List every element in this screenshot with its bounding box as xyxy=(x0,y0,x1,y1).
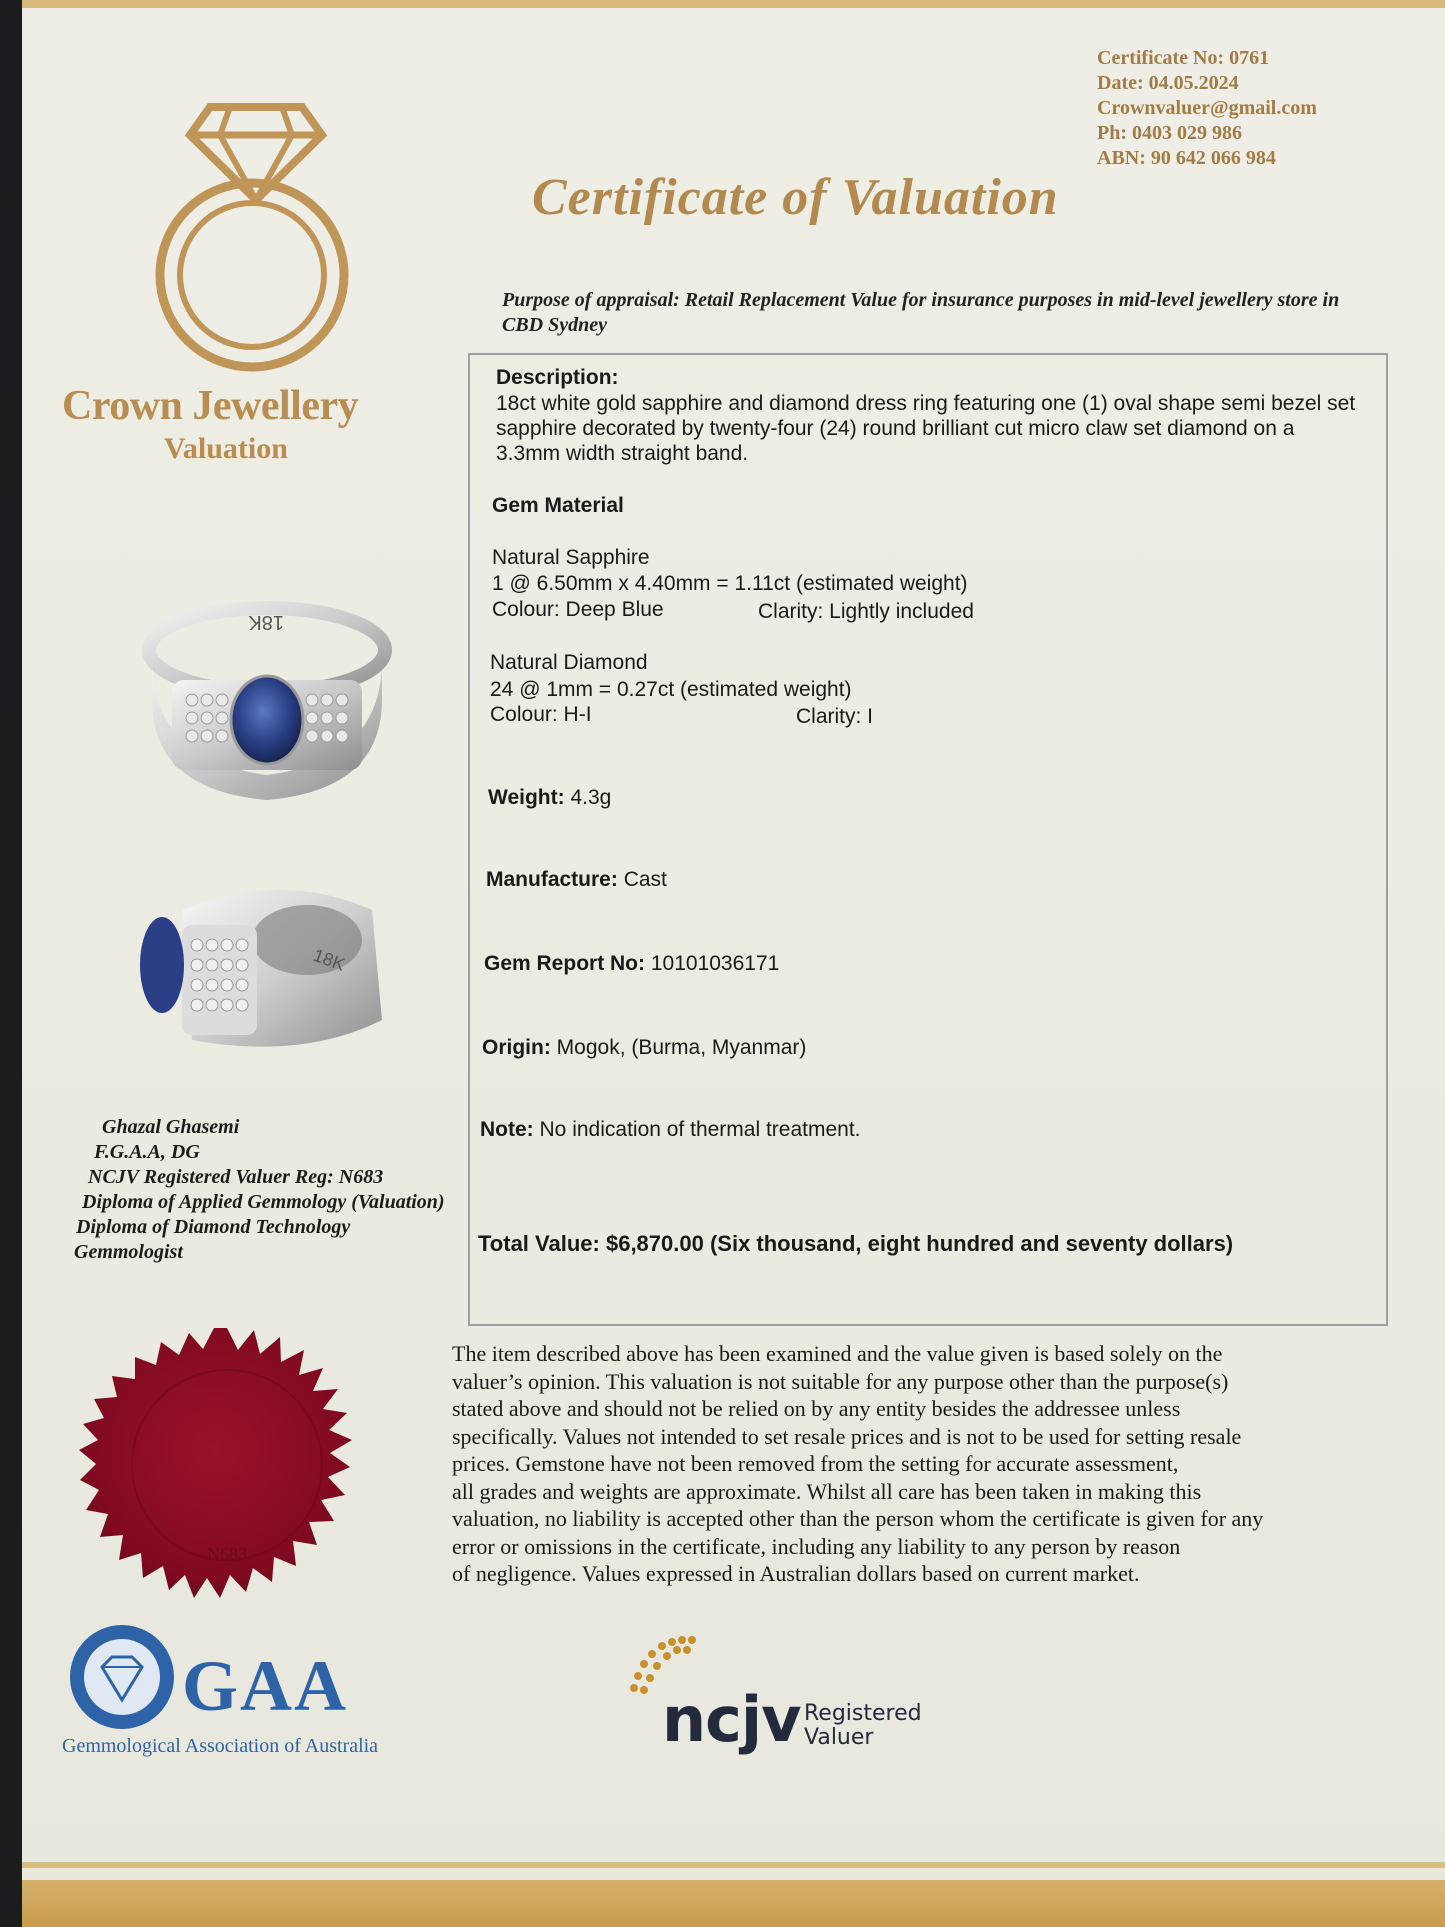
ncjv-logo-text: ncjv xyxy=(662,1683,801,1756)
bottom-gold-strip xyxy=(22,1862,1445,1868)
gaa-emblem-icon xyxy=(67,1622,177,1732)
sapphire-colour: Colour: Deep Blue xyxy=(492,598,664,621)
abn: ABN: 90 642 066 984 xyxy=(1097,147,1276,169)
header-info xyxy=(1097,46,1317,171)
contact-phone: Ph: 0403 029 986 xyxy=(1097,122,1242,144)
ring-logo-icon xyxy=(132,95,392,385)
certificate-number: Certificate No: 0761 xyxy=(1097,47,1270,69)
certificate-page xyxy=(22,0,1445,1927)
gaa-logo-text: GAA xyxy=(182,1646,348,1726)
diamond-colour: Colour: H-I xyxy=(490,703,592,726)
ncjv-registered-valuer xyxy=(804,1702,922,1750)
disclaimer-line: valuation, no liability is accepted other than the person whom the certificate is given for any xyxy=(452,1506,1264,1531)
ring-photo-front xyxy=(132,590,402,810)
seal-registration: N683 xyxy=(207,1544,247,1564)
sapphire-name: Natural Sapphire xyxy=(492,546,650,569)
description-label: Description: xyxy=(496,366,619,389)
disclaimer-line: all grades and weights are approximate. Whilst all care has been taken in making this xyxy=(452,1478,1202,1504)
ncjv-line-1: Registered xyxy=(804,1701,922,1726)
weight-row: Weight: 4.3g xyxy=(488,786,612,809)
total-value-row: Total Value: $6,870.00 (Six thousand, eight hundred and seventy dollars) xyxy=(478,1231,1234,1256)
disclaimer-line: valuer’s opinion. This valuation is not suitable for any purpose other than the purpose(s) xyxy=(452,1368,1229,1394)
valuer-registration: NCJV Registered Valuer Reg: N683 xyxy=(88,1166,384,1188)
sapphire-clarity: Clarity: Lightly included xyxy=(758,600,974,623)
wax-seal-icon xyxy=(77,1320,377,1620)
purpose-of-appraisal: Purpose of appraisal: Retail Replacement Value for insurance purposes in mid-level jewellery store in CBD Sydney xyxy=(502,289,1340,336)
valuation-details-box xyxy=(468,353,1388,1326)
diamond-clarity: Clarity: I xyxy=(796,705,874,728)
ring-engraving-side: 18K xyxy=(310,944,348,975)
disclaimer xyxy=(452,1340,1412,1588)
logo-subtitle: Valuation xyxy=(164,432,288,465)
sapphire-measure: 1 @ 6.50mm x 4.40mm = 1.11ct (estimated weight) xyxy=(492,572,968,595)
certificate-date: Date: 04.05.2024 xyxy=(1097,72,1239,94)
contact-email: Crownvaluer@gmail.com xyxy=(1097,97,1317,119)
ring-photo-side xyxy=(132,870,402,1070)
bottom-gold-border xyxy=(22,1880,1445,1927)
gaa-subtitle: Gemmological Association of Australia xyxy=(62,1735,379,1757)
disclaimer-line: specifically. Values not intended to set resale prices and is not to be used for setting resale xyxy=(452,1423,1242,1449)
ring-engraving-front: 18K xyxy=(248,611,284,633)
valuer-block xyxy=(50,1115,445,1265)
ncjv-line-2: Valuer xyxy=(804,1725,874,1750)
note-row: Note: No indication of thermal treatment. xyxy=(480,1118,861,1141)
diamond-name: Natural Diamond xyxy=(490,651,648,674)
valuer-diploma-1: Diploma of Applied Gemmology (Valuation) xyxy=(82,1191,445,1213)
page-title: Certificate of Valuation xyxy=(532,169,1059,226)
valuer-diploma-2: Diploma of Diamond Technology xyxy=(76,1216,351,1238)
manufacture-row: Manufacture: Cast xyxy=(486,868,667,891)
description-text: 18ct white gold sapphire and diamond dress ring featuring one (1) oval shape semi bezel set sapphire decorated by twenty-four (24) round brilliant cut micro claw set diamond on a 3.3mm width straight band. xyxy=(496,392,1356,465)
disclaimer-line: prices. Gemstone have not been removed from the setting for accurate assessment, xyxy=(452,1451,1179,1476)
logo-name: Crown Jewellery xyxy=(62,383,359,429)
disclaimer-line: of negligence. Values expressed in Australian dollars based on current market. xyxy=(452,1561,1140,1586)
disclaimer-line: error or omissions in the certificate, including any liability to any person by reason xyxy=(452,1533,1181,1559)
diamond-measure: 24 @ 1mm = 0.27ct (estimated weight) xyxy=(490,678,852,701)
disclaimer-line: stated above and should not be relied on by any entity besides the addressee unless xyxy=(452,1396,1181,1421)
valuer-role: Gemmologist xyxy=(74,1241,183,1263)
valuer-qualifications: F.G.A.A, DG xyxy=(94,1141,200,1163)
gem-material-label: Gem Material xyxy=(492,494,624,517)
origin-row: Origin: Mogok, (Burma, Myanmar) xyxy=(482,1036,807,1059)
gem-report-row: Gem Report No: 10101036171 xyxy=(484,952,780,975)
top-gold-border xyxy=(22,0,1445,8)
valuer-name: Ghazal Ghasemi xyxy=(102,1116,240,1138)
disclaimer-line: The item described above has been examined and the value given is based solely on the xyxy=(452,1341,1223,1366)
